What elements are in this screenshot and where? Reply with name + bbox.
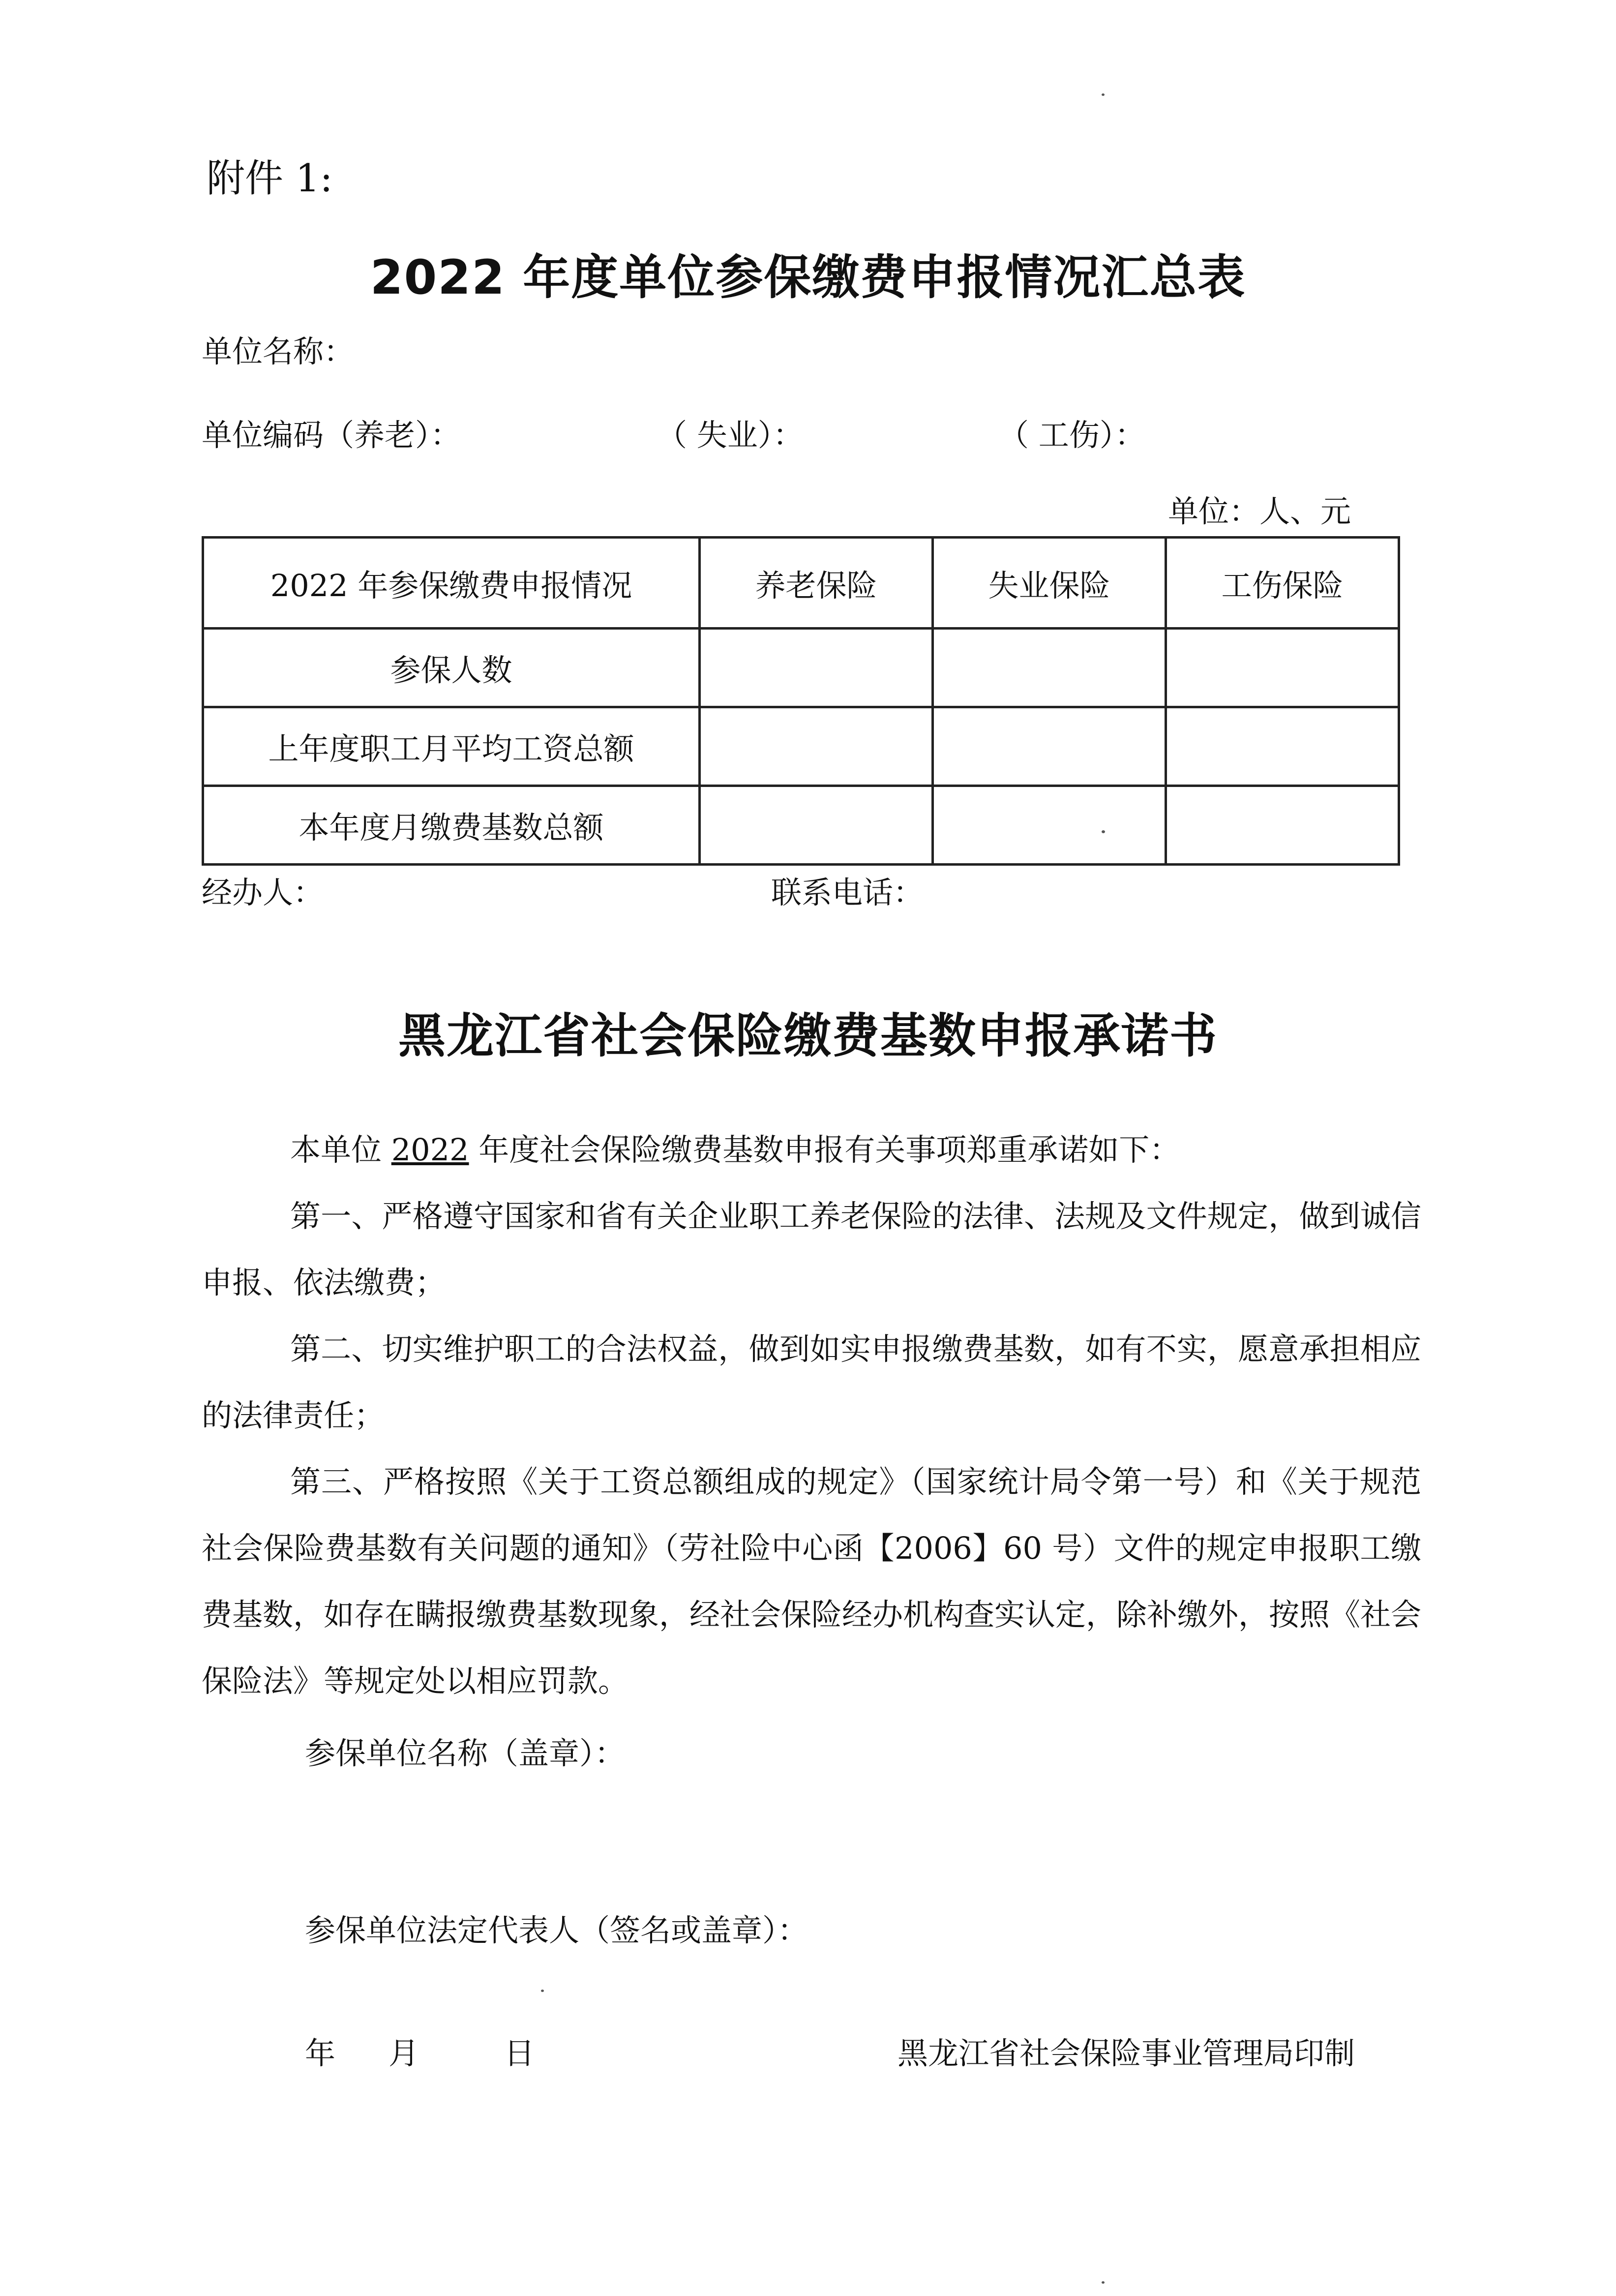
sign-unit-label: 参保单位名称（盖章）：	[305, 1735, 626, 1771]
header-cell-situation: 2022 年参保缴费申报情况	[203, 538, 700, 629]
commitment-clause-1: 第一、严格遵守国家和省有关企业职工养老保险的法律、法规及文件规定，做到诚信申报、依法缴费；	[202, 1198, 1421, 1300]
date-month-label: 月	[389, 2035, 419, 2071]
unit-of-measure-label: 单位：人、元	[1168, 493, 1351, 529]
commitment-intro	[202, 1117, 1421, 1183]
summary-title: 2022 年度单位参保缴费申报情况汇总表	[370, 250, 1246, 305]
table-cell[interactable]	[1166, 786, 1399, 865]
table-row	[203, 629, 1399, 707]
header-cell-pension: 养老保险	[700, 538, 933, 629]
intro-suffix: 年度社会保险缴费基数申报有关事项郑重承诺如下：	[469, 1132, 1180, 1168]
table-cell[interactable]	[700, 629, 933, 707]
table-cell[interactable]	[1166, 707, 1399, 786]
table-cell[interactable]	[700, 707, 933, 786]
phone-label: 联系电话：	[771, 875, 924, 910]
unit-code-pension-label: 单位编码（养老）：	[202, 417, 461, 453]
scan-speck	[1102, 830, 1105, 833]
unit-name-label: 单位名称：	[202, 333, 355, 369]
date-year-label: 年	[305, 2035, 336, 2071]
intro-year: 2022	[391, 1132, 469, 1168]
table-cell[interactable]	[933, 786, 1166, 865]
scan-speck	[1102, 93, 1105, 96]
scan-speck	[1102, 2281, 1105, 2284]
unit-code-injury-label: （ 工伤）：	[998, 417, 1145, 453]
header-cell-unemployment: 失业保险	[933, 538, 1166, 629]
table-header-row	[203, 538, 1399, 629]
table-row	[203, 707, 1399, 786]
attachment-label: 附件 1:	[207, 156, 333, 201]
table-row	[203, 786, 1399, 865]
commitment-body	[202, 1117, 1421, 1714]
printer-label: 黑龙江省社会保险事业管理局印制	[898, 2035, 1355, 2071]
table-cell[interactable]	[1166, 629, 1399, 707]
table-cell[interactable]	[933, 629, 1166, 707]
header-cell-injury: 工伤保险	[1166, 538, 1399, 629]
date-day-label: 日	[504, 2035, 535, 2071]
table-cell[interactable]	[700, 786, 933, 865]
sign-legal-rep-label: 参保单位法定代表人（签名或盖章）：	[305, 1912, 808, 1948]
commitment-clause-2: 第二、切实维护职工的合法权益，做到如实申报缴费基数，如有不实，愿意承担相应的法律责任；	[202, 1331, 1421, 1433]
scan-speck	[541, 1990, 544, 1992]
unit-code-unemployment-label: （ 失业）：	[657, 417, 804, 453]
commitment-title: 黑龙江省社会保险缴费基数申报承诺书	[398, 1008, 1218, 1063]
summary-table	[202, 536, 1400, 866]
row-label-insured-count: 参保人数	[203, 629, 700, 707]
row-label-contribution-base: 本年度月缴费基数总额	[203, 786, 700, 865]
row-label-last-year-wage: 上年度职工月平均工资总额	[203, 707, 700, 786]
intro-prefix: 本单位	[290, 1132, 391, 1168]
commitment-clause-3: 第三、严格按照《关于工资总额组成的规定》（国家统计局令第一号）和《关于规范社会保险费基数有关问题的通知》（劳社险中心函【2006】60 号）文件的规定申报职工缴费基数，如存在瞒报缴费基数现象，经社会保险经办机构查实认定，除补缴外，按照《社会保险法》等规定处以相应罚款。	[202, 1464, 1422, 1699]
handler-label: 经办人：	[202, 875, 324, 910]
table-cell[interactable]	[933, 707, 1166, 786]
